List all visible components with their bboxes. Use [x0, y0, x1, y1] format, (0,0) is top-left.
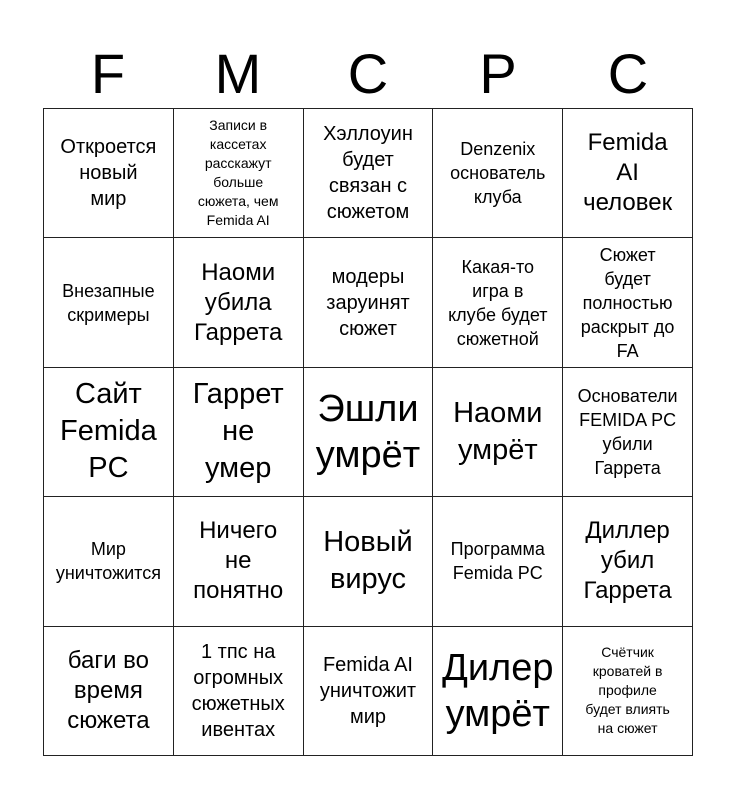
cell-text: 1 тпс на огромных сюжетных ивентах: [191, 640, 285, 741]
bingo-cell-r3c3[interactable]: [304, 368, 434, 497]
bingo-cell-r5c5[interactable]: [563, 627, 693, 756]
cell-text: модеры заруинят сюжет: [326, 265, 410, 340]
cell-text: Новый вирус: [323, 526, 413, 596]
cell-text: Внезапные скримеры: [62, 280, 155, 325]
bingo-cell-r5c2[interactable]: [174, 627, 304, 756]
cell-text: Наоми убила Гаррета: [194, 258, 283, 346]
cell-text: Мир уничтожится: [55, 539, 161, 584]
cell-text: Denzenix основатель клуба: [450, 139, 546, 208]
cell-text: Femida AI уничтожит мир: [319, 653, 417, 728]
bingo-cell-r2c5[interactable]: [563, 238, 693, 367]
bingo-cell-r4c3[interactable]: [304, 497, 434, 626]
bingo-cell-r1c4[interactable]: [433, 109, 563, 238]
bingo-cell-r1c3[interactable]: [304, 109, 434, 238]
bingo-cell-r5c4[interactable]: [433, 627, 563, 756]
cell-text: баги во время сюжета: [67, 646, 150, 734]
bingo-cell-r1c5[interactable]: [563, 109, 693, 238]
bingo-cell-r4c4[interactable]: [433, 497, 563, 626]
bingo-cell-r2c2[interactable]: [174, 238, 304, 367]
bingo-cell-r2c3[interactable]: [304, 238, 434, 367]
header-letter-1: F: [90, 42, 126, 105]
header-letter-5: C: [607, 42, 649, 105]
cell-text: Откроется новый мир: [60, 136, 157, 211]
bingo-cell-r1c1[interactable]: [44, 109, 174, 238]
cell-text: Сайт Femida PC: [60, 378, 157, 485]
bingo-grid: [43, 108, 693, 756]
cell-text: Записи в кассетах расскажут больше сюжета, чем Femida AI: [197, 117, 279, 229]
bingo-cell-r2c1[interactable]: [44, 238, 174, 367]
bingo-cell-r3c1[interactable]: [44, 368, 174, 497]
bingo-cell-r2c4[interactable]: [433, 238, 563, 367]
bingo-cell-r4c1[interactable]: [44, 497, 174, 626]
cell-text: Хэллоуин будет связан с сюжетом: [323, 123, 413, 224]
bingo-cell-r3c2[interactable]: [174, 368, 304, 497]
cell-text: Эшли умрёт: [315, 387, 421, 476]
bingo-cell-r3c5[interactable]: [563, 368, 693, 497]
header-letter-3: C: [347, 42, 389, 105]
cell-text: Сюжет будет полностью раскрыт до FA: [580, 244, 675, 361]
cell-text: Дилер умрёт: [442, 646, 554, 735]
bingo-cell-r5c3[interactable]: [304, 627, 434, 756]
bingo-cell-r1c2[interactable]: [174, 109, 304, 238]
bingo-cell-r4c2[interactable]: [174, 497, 304, 626]
cell-text: Программа Femida PC: [450, 539, 545, 584]
cell-text: Диллер убил Гаррета: [583, 517, 672, 605]
bingo-cell-r4c5[interactable]: [563, 497, 693, 626]
cell-text: Наоми умрёт: [453, 396, 543, 466]
cell-text: Какая-то игра в клубе будет сюжетной: [448, 256, 548, 349]
bingo-cell-r3c4[interactable]: [433, 368, 563, 497]
cell-text: Ничего не понятно: [193, 517, 284, 605]
cell-text: Счётчик кроватей в профиле будет влиять на сюжет: [585, 644, 670, 737]
cell-text: Основатели FEMIDA PC убили Гаррета: [577, 385, 678, 478]
cell-text: Гаррет не умер: [192, 378, 284, 485]
cell-text: Femida AI человек: [583, 129, 673, 217]
header-letter-2: M: [214, 42, 262, 105]
bingo-header: [43, 40, 693, 108]
header-letter-4: P: [479, 42, 517, 105]
bingo-cell-r5c1[interactable]: [44, 627, 174, 756]
